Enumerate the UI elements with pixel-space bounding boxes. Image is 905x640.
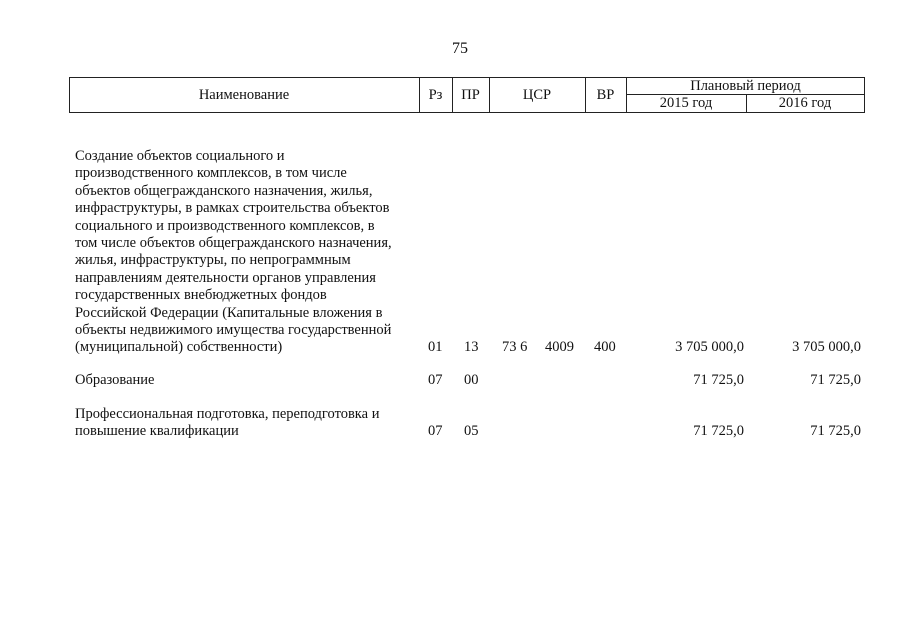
page-number: 75 bbox=[452, 40, 468, 57]
table-header bbox=[69, 77, 865, 113]
row-csr-program: 73 6 bbox=[502, 339, 528, 355]
header-planned-period: Плановый период bbox=[626, 78, 865, 95]
row-amount-2016: 3 705 000,0 bbox=[792, 339, 861, 355]
header-pr: ПР bbox=[461, 86, 480, 103]
row-amount-2015: 3 705 000,0 bbox=[675, 339, 744, 355]
header-year-2015: 2015 год bbox=[659, 95, 713, 111]
header-year-2016: 2016 год bbox=[778, 95, 832, 111]
row-rz: 01 bbox=[428, 339, 443, 355]
row-name: Профессиональная подготовка, переподготовка и повышение квалификации bbox=[75, 406, 380, 440]
row-rz: 07 bbox=[428, 423, 443, 439]
row-amount-2016: 71 725,0 bbox=[810, 423, 861, 439]
row-pr: 00 bbox=[464, 372, 479, 388]
row-rz: 07 bbox=[428, 372, 443, 388]
row-name: Создание объектов социального и производственного комплексов, в том числе объектов общегражданского назначения, жилья, инфраструктуры, в рамках строительства объектов социального и производственного комплексов, в том числе объектов общегражданского назначения, жилья, инфраструктуры, по непрограммным направлениям деятельности органов управления государственных внебюджетных фондов Российской Федерации (Капитальные вложения в объекты недвижимого имущества государственной (муниципальной) собственности) bbox=[75, 148, 392, 356]
header-rz: Рз bbox=[428, 86, 443, 103]
row-amount-2016: 71 725,0 bbox=[810, 372, 861, 388]
row-pr: 13 bbox=[464, 339, 479, 355]
row-csr-direction: 4009 bbox=[545, 339, 574, 355]
header-vr: ВР bbox=[596, 86, 615, 103]
row-vr: 400 bbox=[594, 339, 616, 355]
row-amount-2015: 71 725,0 bbox=[693, 423, 744, 439]
header-name: Наименование bbox=[198, 86, 290, 103]
row-amount-2015: 71 725,0 bbox=[693, 372, 744, 388]
row-pr: 05 bbox=[464, 423, 479, 439]
header-csr: ЦСР bbox=[522, 86, 552, 103]
row-name: Образование bbox=[75, 372, 155, 388]
